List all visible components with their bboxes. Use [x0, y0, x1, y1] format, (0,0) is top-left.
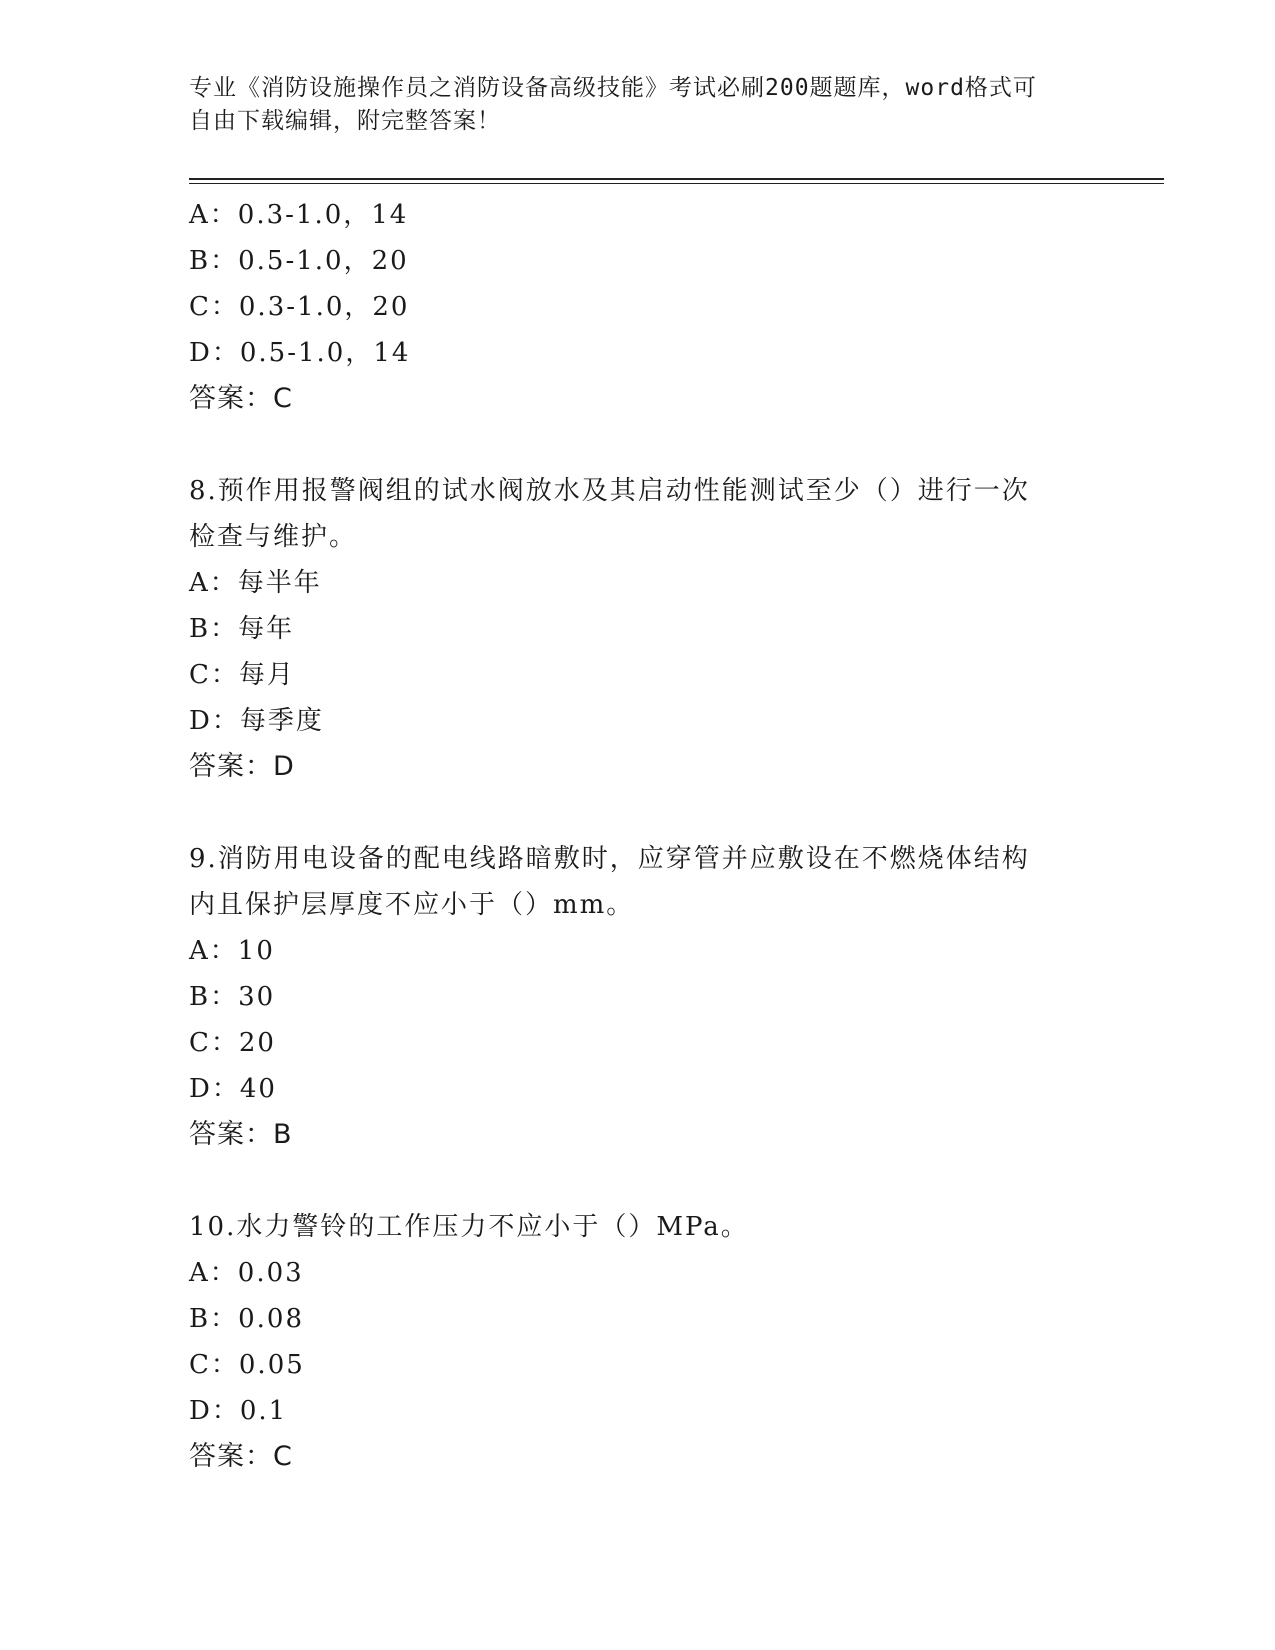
question-stem-line-1: 9.消防用电设备的配电线路暗敷时，应穿管并应敷设在不燃烧体结构	[189, 844, 1030, 874]
spacer	[189, 790, 1164, 836]
question-10	[189, 1204, 1164, 1480]
question-stem-line-2: 检查与维护。	[189, 522, 358, 552]
option-c: C：0.05	[189, 1350, 305, 1380]
question-9	[189, 836, 1164, 1158]
header-divider-thick	[189, 178, 1164, 180]
spacer	[189, 1158, 1164, 1204]
question-8	[189, 468, 1164, 790]
option-c: C：20	[189, 1028, 276, 1058]
answer-line: 答案：D	[189, 751, 295, 782]
option-c: C：每月	[189, 660, 295, 690]
header-divider-thin	[189, 183, 1164, 184]
option-d: D：0.5-1.0，14	[189, 338, 411, 368]
question-stem-line-2: 内且保护层厚度不应小于（）mm。	[189, 890, 635, 920]
document-page	[189, 0, 1164, 1650]
question-stem-line-1: 8.预作用报警阀组的试水阀放水及其启动性能测试至少（）进行一次	[189, 476, 1030, 506]
option-c: C：0.3-1.0，20	[189, 292, 410, 322]
option-a: A：0.03	[189, 1258, 304, 1288]
header-title-line-2: 自由下载编辑，附完整答案！	[189, 108, 501, 134]
document-header	[189, 72, 1089, 138]
option-b: B：0.08	[189, 1304, 304, 1334]
option-b: B：每年	[189, 614, 295, 644]
option-b: B：0.5-1.0，20	[189, 246, 409, 276]
answer-line: 答案：C	[189, 1441, 293, 1472]
question-stem-line-1: 10.水力警铃的工作压力不应小于（）MPa。	[189, 1212, 749, 1242]
option-d: D：0.1	[189, 1396, 288, 1426]
answer-line: 答案：C	[189, 383, 293, 414]
option-b: B：30	[189, 982, 276, 1012]
header-title-line-1: 专业《消防设施操作员之消防设备高级技能》考试必刷200题题库，word格式可	[189, 75, 1037, 101]
option-a: A：10	[189, 936, 275, 966]
answer-line: 答案：B	[189, 1119, 293, 1150]
question-list	[189, 192, 1164, 1480]
option-d: D：每季度	[189, 706, 324, 736]
option-a: A：每半年	[189, 568, 322, 598]
option-a: A：0.3-1.0，14	[189, 200, 409, 230]
option-d: D：40	[189, 1074, 277, 1104]
question-7	[189, 192, 1164, 422]
spacer	[189, 422, 1164, 468]
